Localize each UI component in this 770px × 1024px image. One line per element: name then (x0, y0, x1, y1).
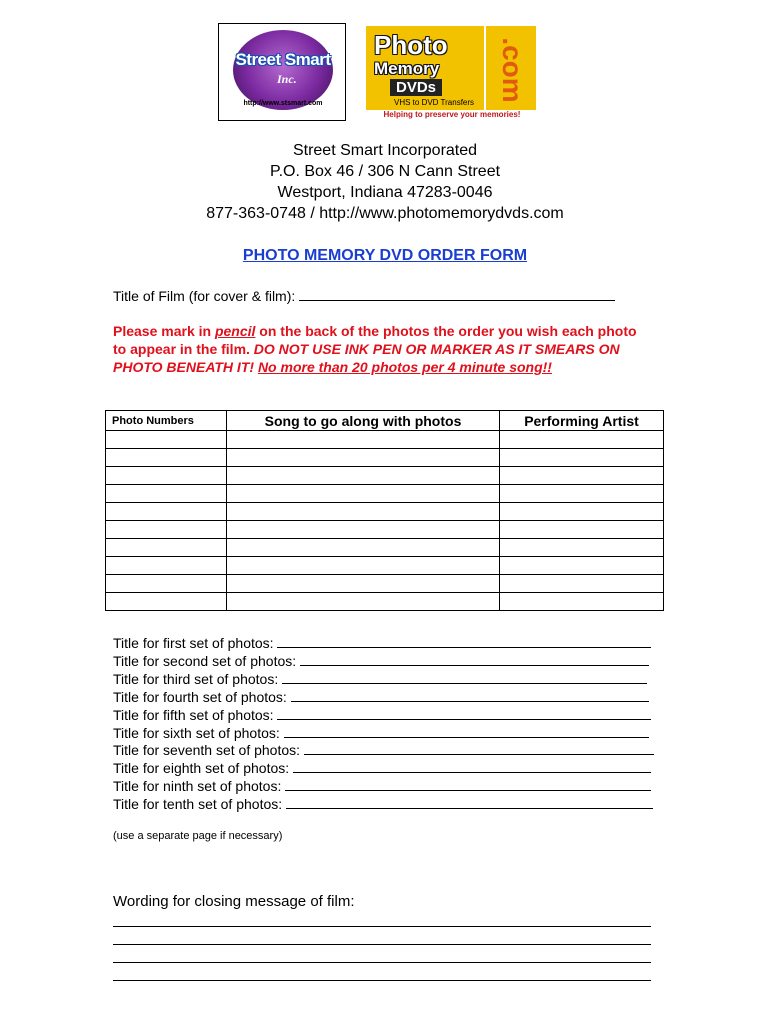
street-smart-logo (218, 23, 346, 121)
photo-numbers-cell[interactable] (106, 593, 227, 611)
artist-cell[interactable] (500, 539, 664, 557)
instructions-limit: No more than 20 photos per 4 minute song!! (257, 359, 552, 375)
photo-set-title-field[interactable] (293, 759, 651, 773)
logo2-tagline: Helping to preserve your memories! (383, 110, 521, 119)
song-table (105, 410, 664, 611)
photo-numbers-cell[interactable] (106, 575, 227, 593)
logo-name: Street Smart (235, 50, 331, 69)
photo-numbers-cell[interactable] (106, 521, 227, 539)
song-cell[interactable] (227, 521, 500, 539)
artist-cell[interactable] (500, 557, 664, 575)
table-body (106, 431, 664, 611)
photo-set-title-label: Title for sixth set of photos: (113, 724, 280, 741)
photo-set-title-row (113, 706, 651, 724)
photo-numbers-cell[interactable] (106, 449, 227, 467)
photo-set-title-field[interactable] (282, 670, 647, 684)
song-cell[interactable] (227, 431, 500, 449)
artist-cell[interactable] (500, 503, 664, 521)
photo-numbers-cell[interactable] (106, 503, 227, 521)
photo-set-title-field[interactable] (284, 724, 649, 738)
photo-set-title-label: Title for ninth set of photos: (113, 778, 282, 795)
photo-numbers-cell[interactable] (106, 539, 227, 557)
company-city: Westport, Indiana 47283-0046 (277, 184, 493, 201)
song-cell[interactable] (227, 593, 500, 611)
table-row (106, 557, 664, 575)
artist-cell[interactable] (500, 431, 664, 449)
photo-set-title-row (113, 795, 653, 813)
header-photo-numbers: Photo Numbers (106, 411, 227, 431)
logo-url: http://www.stsmart.com (243, 100, 323, 107)
photo-set-title-row (113, 634, 651, 652)
photo-set-title-label: Title for fifth set of photos: (113, 706, 274, 723)
logo2-com: .com (497, 37, 528, 103)
photo-set-title-label: Title for second set of photos: (113, 652, 297, 669)
table-row (106, 521, 664, 539)
closing-label: Wording for closing message of film: (113, 893, 355, 910)
table-row (106, 449, 664, 467)
film-title-row (113, 287, 615, 304)
photo-set-title-row (113, 652, 649, 670)
song-cell[interactable] (227, 557, 500, 575)
table-row (106, 467, 664, 485)
logo2-subtitle: VHS to DVD Transfers (394, 98, 475, 107)
photo-numbers-cell[interactable] (106, 431, 227, 449)
photo-set-title-label: Title for tenth set of photos: (113, 796, 283, 813)
company-box: P.O. Box 46 / 306 N Cann Street (269, 163, 501, 180)
song-cell[interactable] (227, 503, 500, 521)
photo-numbers-cell[interactable] (106, 557, 227, 575)
photo-set-title-row (113, 724, 649, 742)
photo-set-title-label: Title for first set of photos: (113, 635, 274, 651)
photo-set-title-label: Title for third set of photos: (113, 670, 279, 687)
photo-set-title-row (113, 759, 651, 777)
closing-line-1[interactable] (113, 926, 651, 927)
photo-set-title-field[interactable] (304, 741, 654, 755)
form-title: PHOTO MEMORY DVD ORDER FORM (242, 247, 528, 264)
table-row (106, 431, 664, 449)
instructions-warning: DO NOT USE INK PEN OR MARKER AS IT SMEARS ON PHOTO BENEATH IT! (113, 341, 620, 375)
table-row (106, 593, 664, 611)
photo-set-title-row (113, 688, 649, 706)
table-row (106, 575, 664, 593)
company-contact: 877-363-0748 / http://www.photomemorydvds.com (206, 205, 564, 222)
instructions-pencil: pencil (214, 323, 256, 339)
logo2-com-box (486, 26, 536, 110)
separate-page-note: (use a separate page if necessary) (113, 830, 283, 842)
photo-set-title-label: Title for eighth set of photos: (113, 760, 290, 777)
song-cell[interactable] (227, 467, 500, 485)
photo-set-title-field[interactable] (277, 634, 650, 648)
artist-cell[interactable] (500, 521, 664, 539)
artist-cell[interactable] (500, 575, 664, 593)
table-header-row (106, 411, 664, 431)
company-name: Street Smart Incorporated (292, 142, 478, 159)
song-cell[interactable] (227, 575, 500, 593)
film-title-label: Title of Film (for cover & film): (113, 288, 296, 304)
table-row (106, 503, 664, 521)
photo-numbers-cell[interactable] (106, 467, 227, 485)
artist-cell[interactable] (500, 467, 664, 485)
logo2-memory: Memory (374, 59, 440, 78)
closing-line-4[interactable] (113, 980, 651, 981)
photo-set-title-field[interactable] (285, 777, 651, 791)
instructions-part1: Please mark in (113, 323, 215, 339)
header-song: Song to go along with photos (227, 411, 500, 431)
photo-set-title-label: Title for fourth set of photos: (113, 688, 287, 705)
song-cell[interactable] (227, 449, 500, 467)
photo-set-title-row (113, 741, 654, 759)
header-artist: Performing Artist (500, 411, 664, 431)
table-row (106, 485, 664, 503)
logo2-dvds: DVDs (390, 79, 442, 96)
photo-set-title-field[interactable] (300, 652, 649, 666)
logo2-photo: Photo (374, 30, 448, 60)
photo-set-title-field[interactable] (291, 688, 649, 702)
photo-memory-dvds-logo (366, 26, 538, 122)
artist-cell[interactable] (500, 593, 664, 611)
photo-numbers-cell[interactable] (106, 485, 227, 503)
artist-cell[interactable] (500, 449, 664, 467)
closing-line-3[interactable] (113, 962, 651, 963)
instructions (113, 322, 643, 376)
photo-set-title-field[interactable] (286, 795, 653, 809)
photo-set-title-field[interactable] (277, 706, 650, 720)
logo-inc: Inc. (277, 72, 297, 86)
instructions-part2: on the back of the photos the order you wish each photo to appear in the film. (113, 323, 637, 357)
closing-line-2[interactable] (113, 944, 651, 945)
song-cell[interactable] (227, 539, 500, 557)
logo-disc (233, 30, 333, 110)
photo-set-title-row (113, 777, 651, 795)
photo-set-title-label: Title for seventh set of photos: (113, 742, 301, 759)
song-cell[interactable] (227, 485, 500, 503)
photo-set-title-row (113, 670, 647, 688)
table-row (106, 539, 664, 557)
artist-cell[interactable] (500, 485, 664, 503)
film-title-field[interactable] (299, 287, 615, 301)
